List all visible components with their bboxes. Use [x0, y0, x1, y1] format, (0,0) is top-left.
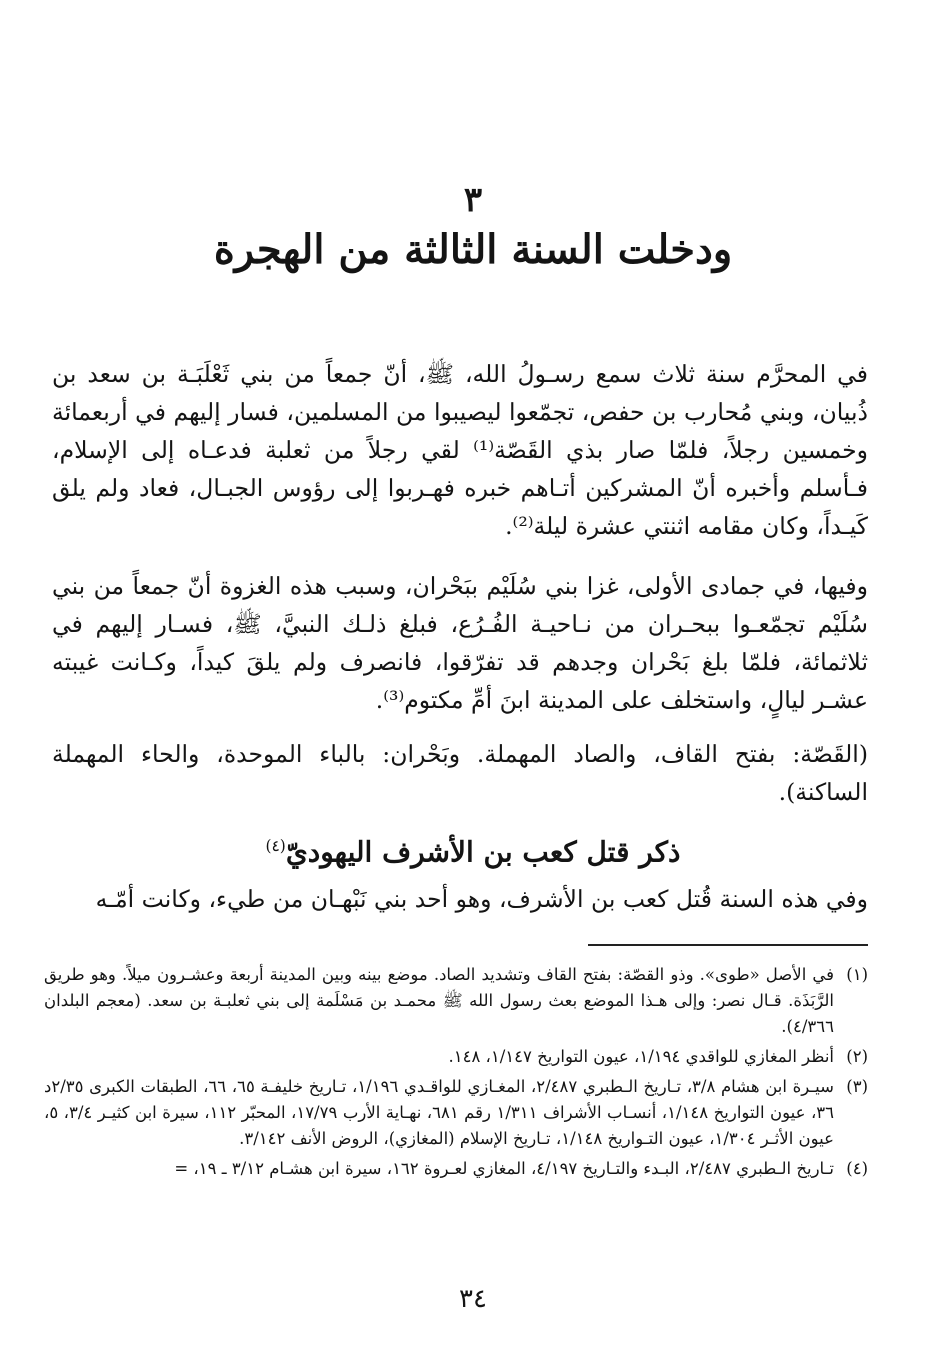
section-heading: [0, 824, 946, 874]
footnote-number: (٢): [846, 1047, 868, 1066]
footnote-item: [44, 1156, 868, 1182]
footnote-item: [44, 1044, 868, 1070]
footnote-text: أنظر المغازي للواقدي ١/١٩٤، عيون التواريخ ١/١٤٧، ١٤٨.: [448, 1047, 834, 1066]
section-heading-text: ذكر قتل كعب بن الأشرف اليهوديّ: [285, 835, 681, 869]
footnote-text: سيـرة ابن هشام ٣/٨، تـاريخ الـطبري ٢/٤٨٧، المغـازي للواقـدي ١/١٩٦، تـاريخ خليفـة ٦٥، ٦٦، الطبقات الكبرى ٢/٣٥د ٣٦، عيون التواريخ ١/١٤٨، أنسـاب الأشراف ١/٣١١ رقم ٦٨١، نهـاية الأرب ١٧/٧٩، المحبّر ١١٢، سيرة ابن كثيـر ٣/٤، ٥، عيون الأثـر ١/٣٠٤، عيون التـواريخ ١/١٤٨، تـاريخ الإسلام (المغازي)، الروض الأنف ٣/١٤٢.: [44, 1077, 835, 1148]
footnotes: [44, 962, 868, 1186]
footnote-number: (٤): [846, 1159, 868, 1178]
page-number: ٣٤: [459, 1284, 487, 1314]
paragraph: وفي هذه السنة قُتل كعب بن الأشرف، وهو أحد بني نَبْهـان من طيء، وكانت أمّـه: [95, 885, 868, 913]
footnote-number: (٣): [846, 1077, 868, 1096]
footnote-item: [44, 962, 868, 1040]
footnote-item: [44, 1074, 868, 1152]
chapter-title: ودخلت السنة الثالثة من الهجرة: [213, 226, 733, 273]
paragraph: وفيها، في جمادى الأولى، غزا بني سُلَيْم ببَحْران، وسبب هذه الغزوة أنّ جمعاً من بني سُلَيْم تجمّعـوا ببحـران من نـاحيـة الفُـرُع، فبلغ ذلـك النبيَّ، ﷺ، فسـار إليهم في ثلاثمائة، فلمّا بلغ بَحْران وجدهم قد تفرّقوا، فانصرف ولم يلقَ كيداً، وكـانت غيبته عشـر ليالٍ، واستخلف على المدينة ابنَ أمِّ مكتوم⁽³⁾.: [52, 572, 868, 714]
footnote-text: في الأصل «طوى». وذو القصّة: بفتح القاف وتشديد الصاد. موضع بينه وبين المدينة أربعة وعشـرون ميلاً. وهو طريق الرَّبَذَة. قـال نصر: وإلى هـذا الموضع بعث رسول الله ﷺ محمـد بن مَسْلَمة إلى بني ثعلبـة بن سعد. (معجم البلدان ٤/٣٦٦).: [44, 965, 834, 1036]
footnote-text: تـاريخ الـطبري ٢/٤٨٧، البـدء والتـاريخ ٤/١٩٧، المغازي لعـروة ١٦٢، سيرة ابن هشـام ٣/١٢ ـ ١٩، =: [174, 1159, 834, 1178]
footnote-number: (١): [846, 965, 868, 984]
paragraph: في المحرَّم سنة ثلاث سمع رسـولُ الله، ﷺ، أنّ جمعاً من بني ثَعْلَبَـة بن سعد بن ذُبيان، وبني مُحارب بن حفص، تجمّعوا ليصيبوا من المسلمين، فسار إليهم في أربعمائة وخمسين رجلاً، فلمّا صار بذي القَصّة⁽¹⁾ لقي رجلاً من ثعلبة فدعـاه إلى الإسلام، فـأسلم وأخبره أنّ المشركين أتـاهم خبره فهـربوا إلى رؤوس الجبـال، فعاد ولم يلق كَيـداً، وكان مقامه اثنتي عشرة ليلة⁽²⁾.: [52, 360, 869, 540]
paragraph: (القَصّة: بفتح القاف، والصاد المهملة. وبَحْران: بالباء الموحدة، والحاء المهملة الساكنة).: [52, 740, 868, 806]
chapter-number: ٣: [463, 180, 483, 220]
footnote-marker: (٤): [265, 837, 286, 855]
footnote-divider: [588, 944, 868, 946]
